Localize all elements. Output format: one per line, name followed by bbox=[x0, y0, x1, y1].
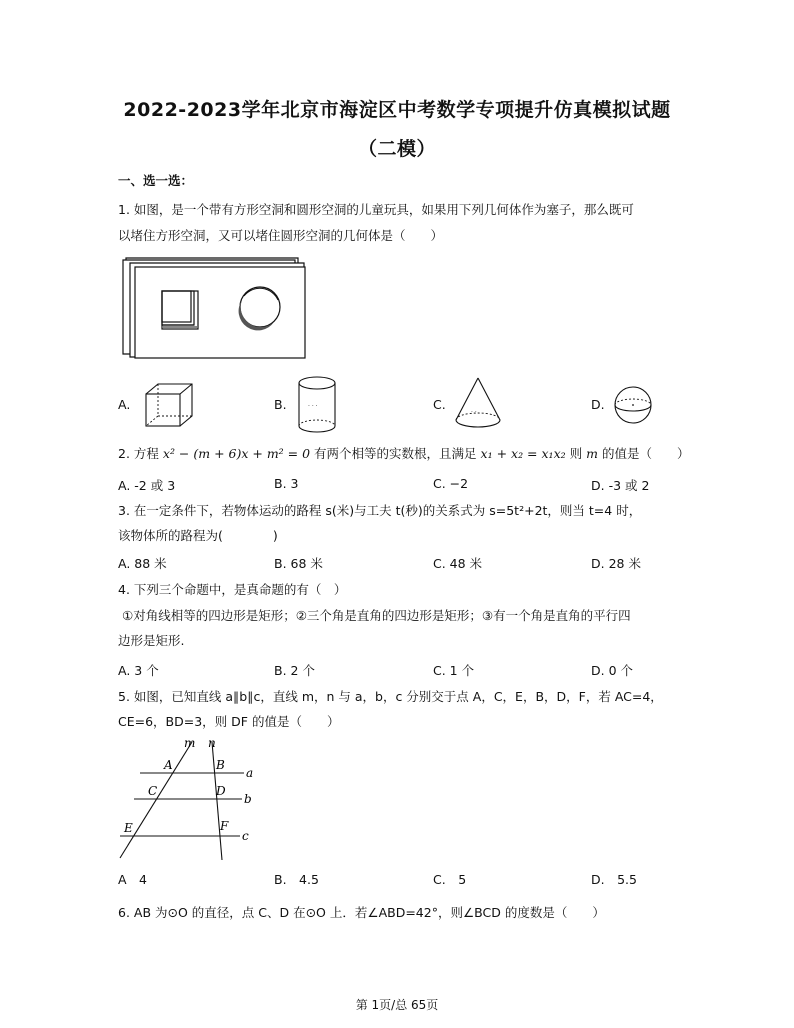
q4-text-line2: ①对角线相等的四边形是矩形；②三个角是直角的四边形是矩形；③有一个角是直角的平行四 bbox=[122, 608, 631, 623]
q2-condition: x₁ + x₂ = x₁x₂ bbox=[480, 446, 566, 461]
page-title: 2022-2023学年北京市海淀区中考数学专项提升仿真模拟试题 bbox=[123, 99, 671, 121]
page-number-footer: 第 1页/总 65页 bbox=[355, 998, 439, 1012]
q3-text-line1: 3. 在一定条件下，若物体运动的路程 s(米)与工夫 t(秒)的关系式为 s=5t²+2t，则当 t=4 时， bbox=[118, 503, 642, 518]
q1-text-line2: 以堵住方形空洞，又可以堵住圆形空洞的几何体是（ ） bbox=[118, 228, 444, 243]
q2-option-d: D. -3 或 2 bbox=[591, 478, 650, 493]
q5-option-d: D. 5.5 bbox=[591, 872, 637, 887]
q4-text-line1: 4. 下列三个命题中，是真命题的有（ ） bbox=[118, 582, 347, 597]
q2-option-a: A. -2 或 3 bbox=[118, 478, 176, 493]
q3-option-c: C. 48 米 bbox=[433, 556, 483, 571]
q2-end: 的值是（ ） bbox=[601, 446, 690, 461]
q5-text-line2: CE=6，BD=3，则 DF 的值是（ ） bbox=[118, 714, 340, 729]
label-line-a: a bbox=[246, 766, 254, 780]
q3-option-a: A. 88 米 bbox=[118, 556, 167, 571]
q5-parallel-lines-figure bbox=[112, 736, 262, 862]
label-a-point: A bbox=[164, 758, 173, 772]
q2-prefix: 2. 方程 bbox=[118, 446, 159, 461]
cube-icon bbox=[142, 380, 198, 430]
svg-text:· ·: · · bbox=[471, 409, 477, 416]
cylinder-icon bbox=[294, 374, 340, 436]
cone-icon bbox=[452, 376, 504, 432]
q5-text-line1: 5. 如图，已知直线 a∥b∥c，直线 m，n 与 a，b，c 分别交于点 A，C，E，B，D，F，若 AC=4， bbox=[118, 689, 663, 704]
sphere-icon bbox=[612, 384, 654, 426]
q3-option-b: B. 68 米 bbox=[274, 556, 323, 571]
section-heading: 一、选一选： bbox=[118, 173, 194, 188]
q2-middle: 有两个相等的实数根，且满足 bbox=[314, 446, 477, 461]
label-c-point: C bbox=[148, 784, 158, 798]
line-m bbox=[120, 742, 192, 858]
page-subtitle: （二模） bbox=[357, 138, 436, 160]
q1-option-c: C. bbox=[433, 397, 446, 412]
q2-option-c: C. −2 bbox=[433, 476, 469, 491]
q1-toy-figure bbox=[118, 254, 318, 366]
label-n: n bbox=[208, 736, 216, 750]
q3-text-line2: 该物体所的路程为( ) bbox=[118, 528, 278, 543]
svg-text:· · ·: · · · bbox=[308, 403, 318, 410]
q4-text-line3: 边形是矩形. bbox=[118, 633, 185, 648]
label-line-c: c bbox=[242, 829, 249, 843]
q2-variable: m bbox=[586, 446, 598, 461]
q3-option-d: D. 28 米 bbox=[591, 556, 641, 571]
q5-option-b: B. 4.5 bbox=[274, 872, 319, 887]
q2-text bbox=[118, 445, 689, 463]
q1-option-b: B. bbox=[274, 397, 287, 412]
q4-option-b: B. 2 个 bbox=[274, 663, 315, 678]
q1-option-d: D. bbox=[591, 397, 605, 412]
label-b-point: B bbox=[216, 758, 225, 772]
q1-option-a: A. bbox=[118, 397, 131, 412]
label-e-point: E bbox=[124, 821, 133, 835]
q2-equation: x² − (m + 6)x + m² = 0 bbox=[162, 446, 311, 461]
q5-option-c: C. 5 bbox=[433, 872, 467, 887]
q1-text-line1: 1. 如图，是一个带有方形空洞和圆形空洞的儿童玩具，如果用下列几何体作为塞子，那么既可 bbox=[118, 202, 634, 217]
label-f-point: F bbox=[220, 819, 229, 833]
label-m: m bbox=[184, 736, 196, 750]
q4-option-c: C. 1 个 bbox=[433, 663, 475, 678]
label-line-b: b bbox=[244, 792, 252, 806]
q2-suffix: 则 bbox=[569, 446, 583, 461]
q5-option-a: A 4 bbox=[118, 872, 148, 887]
q4-option-a: A. 3 个 bbox=[118, 663, 159, 678]
label-d-point: D bbox=[216, 784, 226, 798]
q6-text-line1: 6. AB 为⊙O 的直径，点 C、D 在⊙O 上．若∠ABD=42°，则∠BCD 的度数是（ ） bbox=[118, 905, 605, 920]
q2-option-b: B. 3 bbox=[274, 476, 299, 491]
q4-option-d: D. 0 个 bbox=[591, 663, 633, 678]
